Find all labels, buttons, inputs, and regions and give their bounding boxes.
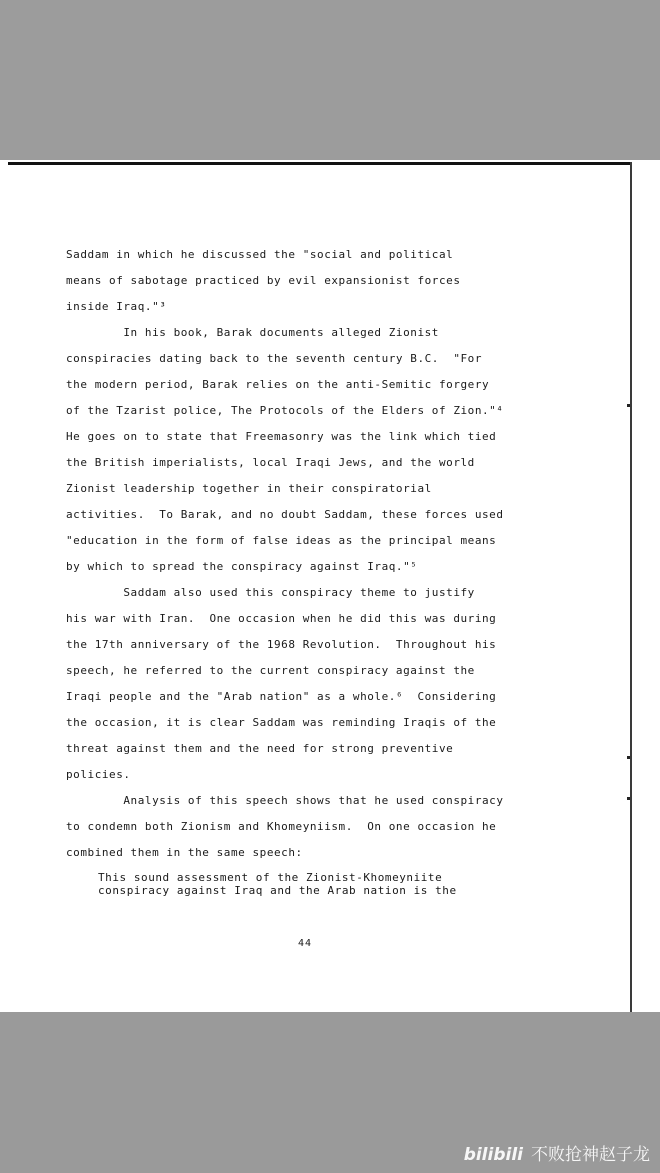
- quote-line: This sound assessment of the Zionist-Khomeyniite: [98, 871, 443, 884]
- text-line: policies.: [66, 768, 131, 781]
- quote-line: conspiracy against Iraq and the Arab nation is the: [98, 884, 457, 897]
- text-line: to condemn both Zionism and Khomeyniism. On one occasion he: [66, 820, 497, 833]
- text-line: Zionist leadership together in their conspiratorial: [66, 482, 432, 495]
- top-rule: [8, 162, 632, 165]
- scan-speck: [627, 797, 630, 800]
- text-line: speech, he referred to the current conspiracy against the: [66, 664, 475, 677]
- text-line: the British imperialists, local Iraqi Jews, and the world: [66, 456, 475, 469]
- document-page: [0, 160, 660, 1012]
- text-line: In his book, Barak documents alleged Zionist: [66, 326, 439, 339]
- text-line: inside Iraq."³: [66, 300, 167, 313]
- text-line: his war with Iran. One occasion when he did this was during: [66, 612, 497, 625]
- scan-speck: [627, 756, 630, 759]
- page-number: 44: [298, 938, 313, 949]
- text-line: by which to spread the conspiracy against Iraq."⁵: [66, 560, 418, 573]
- bilibili-logo: bilibili: [463, 1145, 523, 1165]
- text-line: the modern period, Barak relies on the anti-Semitic forgery: [66, 378, 490, 391]
- text-line: "education in the form of false ideas as the principal means: [66, 534, 497, 547]
- text-line: of the Tzarist police, The Protocols of the Elders of Zion."⁴: [66, 404, 504, 417]
- text-line: the occasion, it is clear Saddam was reminding Iraqis of the: [66, 716, 497, 729]
- text-line: Analysis of this speech shows that he used conspiracy: [66, 794, 504, 807]
- bottom-margin-band: [0, 1012, 660, 1173]
- watermark: [464, 1140, 650, 1165]
- text-line: activities. To Barak, and no doubt Saddam, these forces used: [66, 508, 504, 521]
- right-rule: [630, 162, 632, 1012]
- text-line: Saddam in which he discussed the "social and political: [66, 248, 454, 261]
- text-line: Iraqi people and the "Arab nation" as a whole.⁶ Considering: [66, 690, 497, 703]
- top-margin-band: [0, 0, 660, 160]
- watermark-author: 不败抢神赵子龙: [531, 1145, 650, 1165]
- text-line: the 17th anniversary of the 1968 Revolution. Throughout his: [66, 638, 497, 651]
- text-line: means of sabotage practiced by evil expansionist forces: [66, 274, 461, 287]
- text-line: Saddam also used this conspiracy theme to justify: [66, 586, 475, 599]
- text-line: threat against them and the need for strong preventive: [66, 742, 454, 755]
- text-line: conspiracies dating back to the seventh century B.C. "For: [66, 352, 483, 365]
- text-line: combined them in the same speech:: [66, 846, 303, 859]
- text-line: He goes on to state that Freemasonry was the link which tied: [66, 430, 497, 443]
- scan-speck: [627, 404, 630, 407]
